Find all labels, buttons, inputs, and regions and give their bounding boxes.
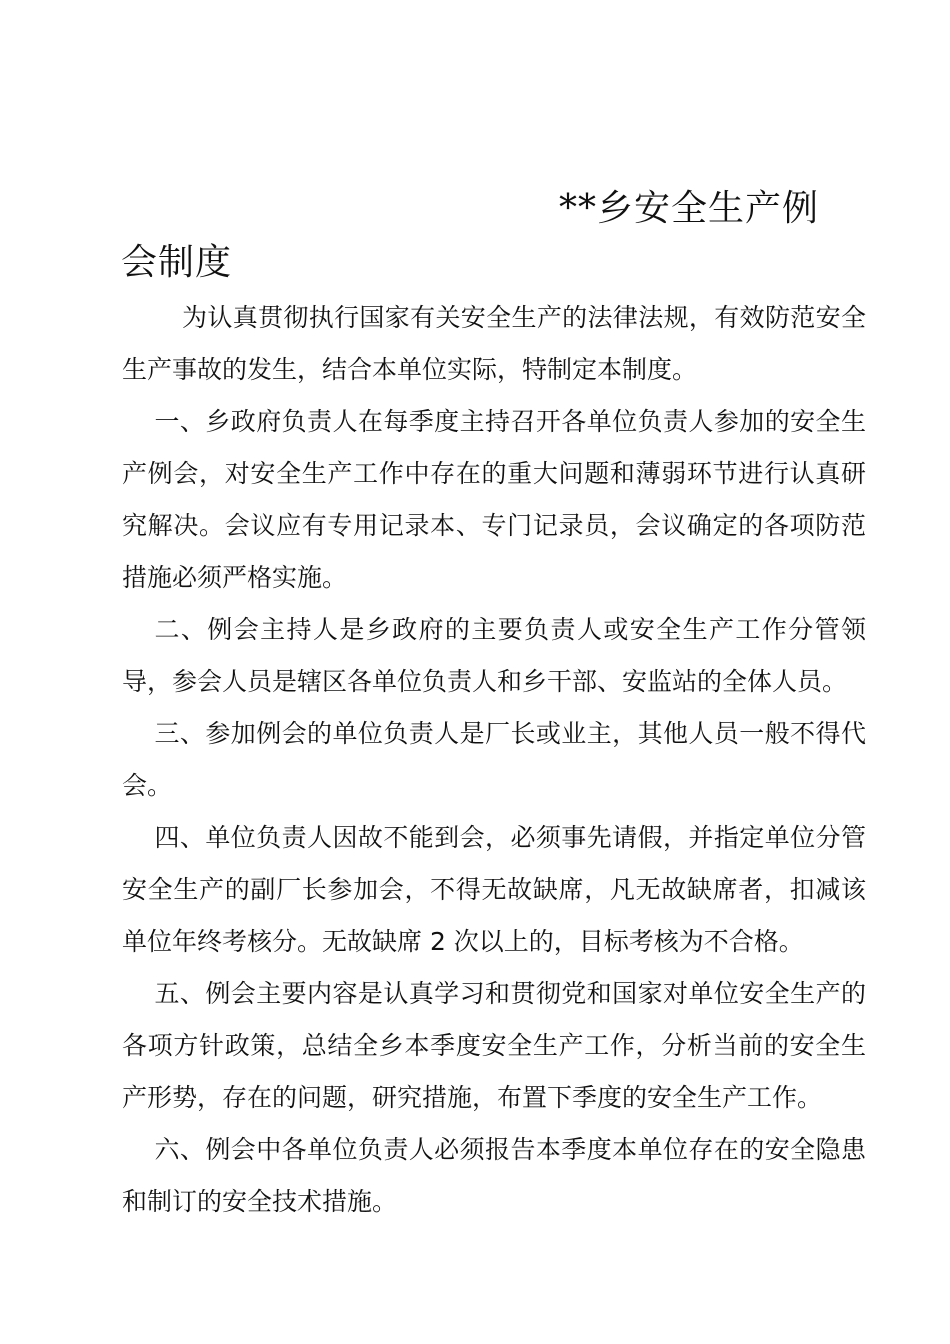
clause-2-paragraph: 二、例会主持人是乡政府的主要负责人或安全生产工作分管领导，参会人员是辖区各单位负责人和乡干部、安监站的全体人员。 (122, 615, 866, 696)
clause-4-paragraph: 四、单位负责人因故不能到会，必须事先请假，并指定单位分管安全生产的副厂长参加会，不得无故缺席，凡无故缺席者，扣减该单位年终考核分。无故缺席 2 次以上的，目标考核为不合格。 (122, 823, 866, 956)
document-title: **乡安全生产例会制度 (121, 188, 820, 283)
clause-1-paragraph: 一、乡政府负责人在每季度主持召开各单位负责人参加的安全生产例会，对安全生产工作中存在的重大问题和薄弱环节进行认真研究解决。会议应有专用记录本、专门记录员，会议确定的各项防范措施必须严格实施。 (122, 407, 866, 592)
document-body (122, 292, 866, 1228)
intro-paragraph: 为认真贯彻执行国家有关安全生产的法律法规，有效防范安全生产事故的发生，结合本单位实际，特制定本制度。 (122, 303, 866, 384)
clause-3-paragraph: 三、参加例会的单位负责人是厂长或业主，其他人员一般不得代会。 (122, 719, 866, 800)
clause-5-paragraph: 五、例会主要内容是认真学习和贯彻党和国家对单位安全生产的各项方针政策，总结全乡本季度安全生产工作，分析当前的安全生产形势，存在的问题，研究措施，布置下季度的安全生产工作。 (122, 979, 866, 1112)
clause-6-paragraph: 六、例会中各单位负责人必须报告本季度本单位存在的安全隐患和制订的安全技术措施。 (122, 1135, 866, 1216)
